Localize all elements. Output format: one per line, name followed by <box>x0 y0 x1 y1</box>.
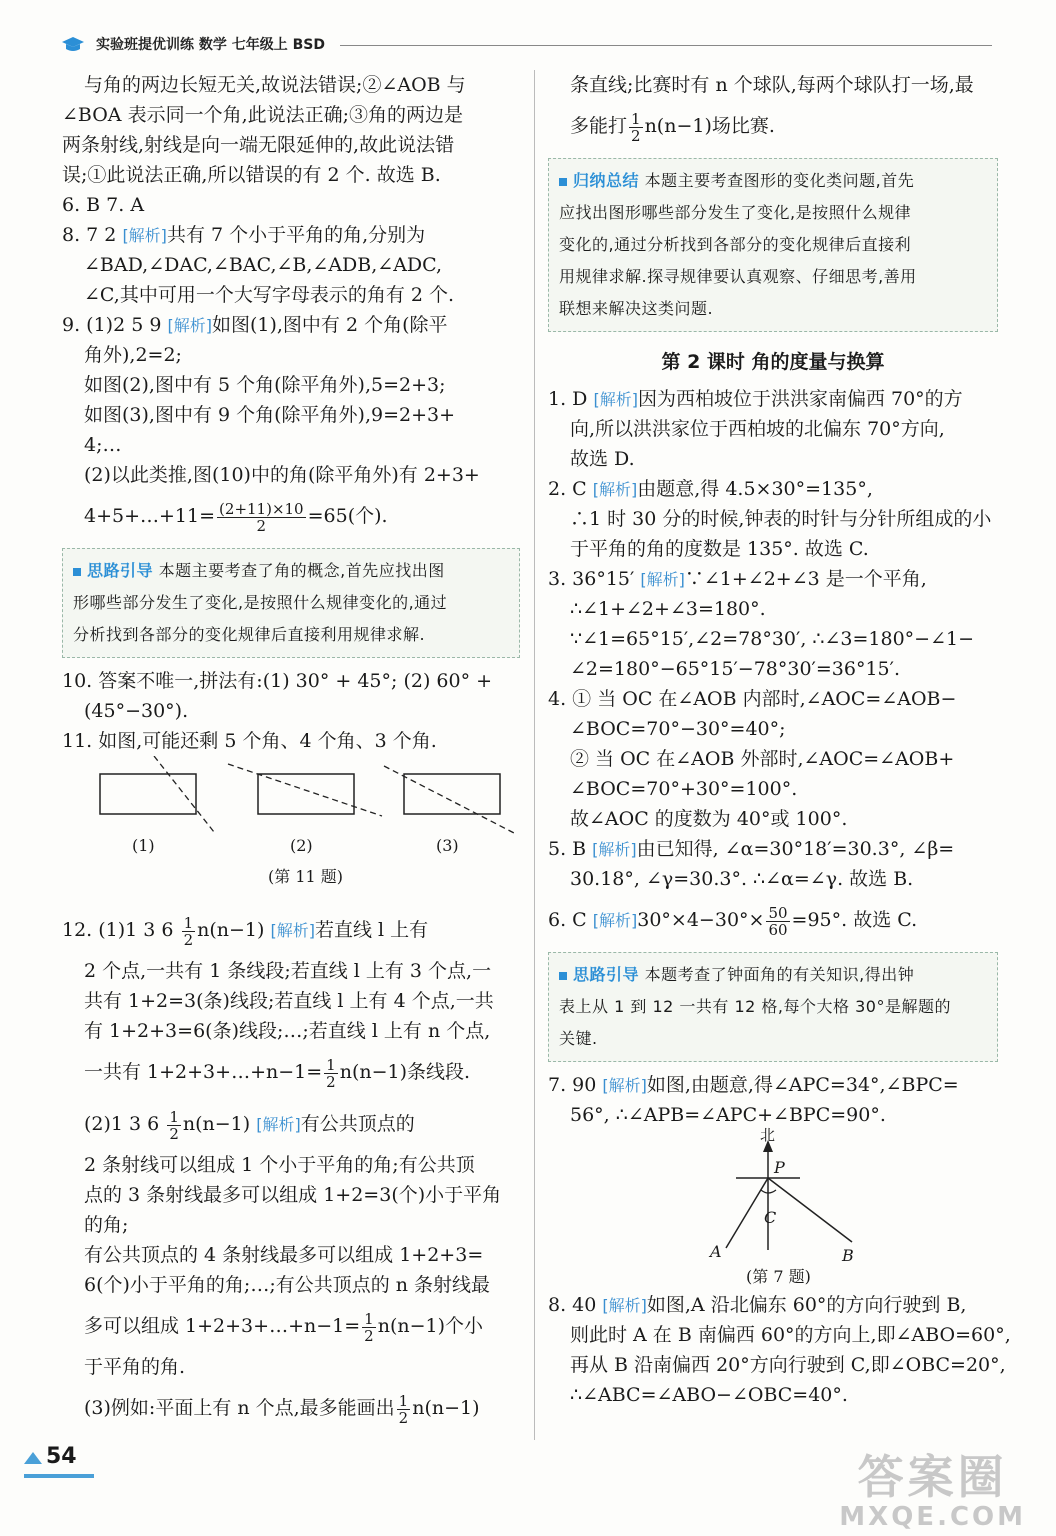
fraction-numerator: 1 <box>398 1391 409 1410</box>
formula-text: 一共有 1+2+3+…+n−1= <box>84 1061 323 1083</box>
point-label: C <box>764 1208 777 1227</box>
text-line: 故选 D. <box>570 448 635 470</box>
watermark-line: 答案圈 <box>857 1450 1008 1504</box>
analysis-tag: [解析] <box>602 1076 647 1095</box>
tip-line: 表上从 1 到 12 一共有 12 格,每个大格 30°是解题的 <box>559 997 951 1016</box>
fraction <box>766 905 789 938</box>
figure-label: (3) <box>436 836 459 855</box>
answer-text: n(n−1) <box>197 919 271 941</box>
text-line: ∠BAD,∠DAC,∠BAC,∠B,∠ADB,∠ADC, <box>84 254 443 276</box>
header-title: 实验班提优训练 数学 七年级上 BSD <box>96 37 325 53</box>
fraction-numerator: 1 <box>364 1309 374 1328</box>
text-line: 30.18°, ∠γ=30.3°. ∴∠α=∠γ. 故选 B. <box>570 868 914 890</box>
answer-text: 7. 90 <box>548 1074 603 1096</box>
text-line: (45°−30°). <box>84 700 189 722</box>
point-label: P <box>774 1158 785 1177</box>
tip-line: 变化的,通过分析找到各部分的变化规律后直接利 <box>559 235 912 254</box>
text-line: 2 条射线可以组成 1 个小于平角的角;有公共顶 <box>84 1154 475 1176</box>
answer-text: 共有 7 个小于平角的角,分别为 <box>166 224 426 246</box>
answer-text: ∵∠1+∠2+∠3 是一个平角, <box>684 568 927 590</box>
figure-11-drawing <box>62 756 520 874</box>
answer-text: 如图,A 沿北偏东 60°的方向行驶到 B, <box>646 1294 967 1316</box>
analysis-tag: [解析] <box>592 480 638 499</box>
answer-line <box>62 310 520 340</box>
answer-line <box>548 1070 998 1100</box>
text-line: ∴∠ABC=∠ABO−∠OBC=40°. <box>570 1384 848 1406</box>
page-number: 54 <box>46 1444 77 1469</box>
fraction <box>324 1057 338 1090</box>
analysis-tag: [解析] <box>592 840 637 859</box>
tip-line: 关键. <box>559 1029 598 1048</box>
text-line: 误;①此说法正确,所以错误的有 2 个. 故选 B. <box>62 164 441 186</box>
tip-line: 应找出图形哪些部分发生了变化,是按照什么规律 <box>559 203 912 222</box>
text-line: 则此时 A 在 B 南偏西 60°的方向上,即∠ABO=60°, <box>570 1324 1011 1346</box>
analysis-tag: [解析] <box>167 316 212 335</box>
text-line: ∠BOC=70°−30°=40°; <box>570 718 786 740</box>
fraction-numerator: 1 <box>326 1055 336 1074</box>
column-divider <box>534 70 535 1440</box>
fraction <box>182 915 196 948</box>
text-line: 故∠AOC 的度数为 40°或 100°. <box>570 808 848 830</box>
tip-text: 本题主要考查图形的变化类问题,首先 <box>644 171 915 190</box>
text-line: 向,所以洪洪家位于西柏坡的北偏东 70°方向, <box>570 418 945 440</box>
answer-text: 5. B <box>548 838 593 860</box>
formula-text: 多能打 <box>570 115 628 137</box>
text-line: 有公共顶点的 4 条射线最多可以组成 1+2+3= <box>84 1244 484 1266</box>
tip-title: 思路引导 <box>87 561 154 580</box>
text-line: 6(个)小于平角的角;…;有公共顶点的 n 条射线最 <box>84 1274 491 1296</box>
text-line: (2)以此类推,图(10)中的角(除平角外)有 2+3+ <box>84 464 480 486</box>
fraction <box>629 111 643 144</box>
fraction-numerator: 1 <box>631 109 641 128</box>
text-line: 于平角的角. <box>84 1356 186 1378</box>
answer-text: 8. 40 <box>548 1294 603 1316</box>
figure-label: (2) <box>290 836 313 855</box>
text-line: 于平角的角的度数是 135°. 故选 C. <box>570 538 869 560</box>
answer-text: 有公共顶点的 <box>300 1113 415 1135</box>
tip-text: 本题主要考查了角的概念,首先应找出图 <box>158 561 445 580</box>
fraction-denominator: 2 <box>326 1072 336 1091</box>
answer-text: 因为西柏坡位于洪洪家南偏西 70°的方 <box>637 388 963 410</box>
tip-line: 分析找到各部分的变化规律后直接利用规律求解. <box>73 625 426 644</box>
formula-text: (3)例如:平面上有 n 个点,最多能画出 <box>84 1397 395 1419</box>
figure-caption: (第 7 题) <box>746 1267 811 1286</box>
tip-line: 形哪些部分发生了变化,是按照什么规律变化的,通过 <box>73 593 448 612</box>
analysis-tag: [解析] <box>122 226 167 245</box>
text-line: 有 1+2+3=6(条)线段;…;若直线 l 上有 n 个点, <box>84 1020 491 1042</box>
text-line: 角外),2=2; <box>84 344 182 366</box>
page-bar <box>24 1474 94 1478</box>
formula-text: n(n−1) <box>412 1397 480 1419</box>
fraction-numerator: 50 <box>768 903 788 922</box>
analysis-tag: [解析] <box>256 1115 301 1134</box>
right-column <box>548 70 1011 1410</box>
answer-line: 10. 答案不唯一,拼法有:(1) 30° + 45°; (2) 60° + <box>62 670 493 692</box>
answer-text: =95°. 故选 C. <box>791 909 918 931</box>
tip-title: 思路引导 <box>573 965 640 984</box>
section-title: 第 2 课时 角的度量与换算 <box>661 351 885 373</box>
fraction-denominator: 2 <box>631 126 641 145</box>
answer-text: 1. D <box>548 388 594 410</box>
answer-line <box>62 1098 520 1150</box>
answer-line <box>548 564 998 594</box>
answer-text: 若直线 l 上有 <box>314 919 429 941</box>
text-line: 两条射线,射线是向一端无限延伸的,故此说法错 <box>62 134 455 156</box>
answer-line: 11. 如图,可能还剩 5 个角、4 个角、3 个角. <box>62 730 437 752</box>
formula-text: 4+5+…+11= <box>84 505 216 527</box>
text-line: ② 当 OC 在∠AOB 外部时,∠AOC=∠AOB+ <box>570 748 955 770</box>
answer-text: 6. C <box>548 909 593 931</box>
fraction-denominator: 2 <box>169 1124 179 1143</box>
tip-line <box>559 959 987 991</box>
fraction <box>362 1311 376 1344</box>
watermark <box>839 1452 1026 1532</box>
formula-line <box>62 1046 520 1098</box>
text-line: ∵∠1=65°15′,∠2=78°30′, ∴∠3=180°−∠1− <box>570 628 975 650</box>
answer-text: 如图(1),图中有 2 个角(除平 <box>211 314 448 336</box>
fraction <box>217 501 306 534</box>
tip-text: 本题考查了钟面角的有关知识,得出钟 <box>644 965 915 984</box>
answer-text: 如图,由题意,得∠APC=34°,∠BPC= <box>646 1074 959 1096</box>
fraction-numerator: 1 <box>183 913 194 932</box>
page-number-block <box>24 1444 77 1469</box>
answer-text: 3. 36°15′ <box>548 568 641 590</box>
fraction-denominator: 2 <box>183 930 194 949</box>
point-label: B <box>842 1246 854 1265</box>
figure-7-drawing <box>548 1130 998 1270</box>
answer-text: 2. C <box>548 478 593 500</box>
analysis-tag: [解析] <box>270 921 315 940</box>
text-line: 56°, ∴∠APB=∠APC+∠BPC=90°. <box>570 1104 886 1126</box>
tip-box-thinking <box>62 548 520 658</box>
tip-line <box>73 555 509 587</box>
tip-line: 用规律求解.探寻规律要认真观察、仔细思考,善用 <box>559 267 917 286</box>
text-line: 4;… <box>84 434 122 456</box>
figure-7 <box>548 1126 998 1290</box>
text-line: 如图(2),图中有 5 个角(除平角外),5=2+3; <box>84 374 446 396</box>
watermark-line: MXQE.COM <box>839 1502 1026 1532</box>
figure-label: (1) <box>132 836 155 855</box>
text-line: 的角; <box>84 1214 129 1236</box>
answer-line <box>62 904 520 956</box>
text-line: 共有 1+2=3(条)线段;若直线 l 上有 4 个点,一共 <box>84 990 494 1012</box>
analysis-tag: [解析] <box>593 390 638 409</box>
answer-text: 8. 7 2 <box>62 224 123 246</box>
tip-box-summary <box>548 158 998 332</box>
header-rule <box>340 45 992 46</box>
answer-line <box>548 474 998 504</box>
left-column <box>62 70 520 1434</box>
text-line: ∠C,其中可用一个大写字母表示的角有 2 个. <box>84 284 455 306</box>
formula-text: =65(个). <box>307 505 388 527</box>
formula-text: 多可以组成 1+2+3+…+n−1= <box>84 1315 361 1337</box>
answer-line <box>548 384 998 414</box>
north-label: 北 <box>760 1126 776 1144</box>
text-line: ∠BOC=70°+30°=100°. <box>570 778 798 800</box>
text-line: 与角的两边长短无关,故说法错误;②∠AOB 与 <box>84 74 466 96</box>
fraction-numerator: (2+11)×10 <box>219 499 304 518</box>
answer-text: 12. (1)1 3 6 <box>62 919 180 941</box>
answer-text: 由已知得, ∠α=30°18′=30.3°, ∠β= <box>636 838 955 860</box>
text-line: 点的 3 条射线最多可以组成 1+2=3(个)小于平角 <box>84 1184 502 1206</box>
formula-line <box>548 100 998 152</box>
formula-text: n(n−1)场比赛. <box>644 115 775 137</box>
analysis-tag: [解析] <box>640 570 685 589</box>
answer-text: 9. (1)2 5 9 <box>62 314 168 336</box>
fraction <box>167 1109 181 1142</box>
tip-line <box>559 165 987 197</box>
answer-line: 4. ① 当 OC 在∠AOB 内部时,∠AOC=∠AOB− <box>548 688 957 710</box>
text-line: ∠2=180°−65°15′−78°30′=36°15′. <box>570 658 900 680</box>
formula-text: n(n−1)个小 <box>377 1315 484 1337</box>
tip-line: 联想来解决这类问题. <box>559 299 714 318</box>
analysis-tag: [解析] <box>592 911 638 930</box>
answer-line <box>548 894 998 946</box>
book-logo-icon <box>60 34 86 54</box>
formula-text: n(n−1)条线段. <box>339 1061 471 1083</box>
fraction-numerator: 1 <box>169 1107 179 1126</box>
text-line: ∠BOA 表示同一个角,此说法正确;③角的两边是 <box>62 104 464 126</box>
answer-text: n(n−1) <box>182 1113 257 1135</box>
figure-11 <box>62 756 520 904</box>
tip-title: 归纳总结 <box>573 171 640 190</box>
formula-line <box>62 490 520 542</box>
fraction-denominator: 2 <box>364 1326 374 1345</box>
tip-box-thinking-2 <box>548 952 998 1062</box>
fraction-denominator: 60 <box>768 920 788 939</box>
answer-line <box>548 834 998 864</box>
answer-text: 由题意,得 4.5×30°=135°, <box>637 478 873 500</box>
tip-marker-icon <box>73 568 81 576</box>
answer-text: (2)1 3 6 <box>84 1113 166 1135</box>
point-label: A <box>710 1242 722 1261</box>
page-arrow-icon <box>24 1452 42 1464</box>
text-line: 2 个点,一共有 1 条线段;若直线 l 上有 3 个点,一 <box>84 960 492 982</box>
answer-text: 30°×4−30°× <box>637 909 765 931</box>
analysis-tag: [解析] <box>602 1296 647 1315</box>
fraction-denominator: 2 <box>256 516 267 535</box>
answer-line <box>62 220 520 250</box>
fraction-denominator: 2 <box>398 1408 409 1427</box>
text-line: 条直线;比赛时有 n 个球队,每两个球队打一场,最 <box>570 74 974 96</box>
answer-line <box>548 1290 998 1320</box>
fraction <box>397 1393 411 1426</box>
text-line: 如图(3),图中有 9 个角(除平角外),9=2+3+ <box>84 404 456 426</box>
text-line: ∴∠1+∠2+∠3=180°. <box>570 598 766 620</box>
tip-marker-icon <box>559 178 567 186</box>
text-line: ∴1 时 30 分的时候,钟表的时针与分针所组成的小 <box>570 508 992 530</box>
text-line: 再从 B 沿南偏西 20°方向行驶到 C,即∠OBC=20°, <box>570 1354 1006 1376</box>
tip-marker-icon <box>559 972 567 980</box>
formula-line <box>62 1300 520 1352</box>
figure-caption: (第 11 题) <box>268 867 344 886</box>
formula-line <box>62 1382 520 1434</box>
answer-line: 6. B 7. A <box>62 194 145 216</box>
